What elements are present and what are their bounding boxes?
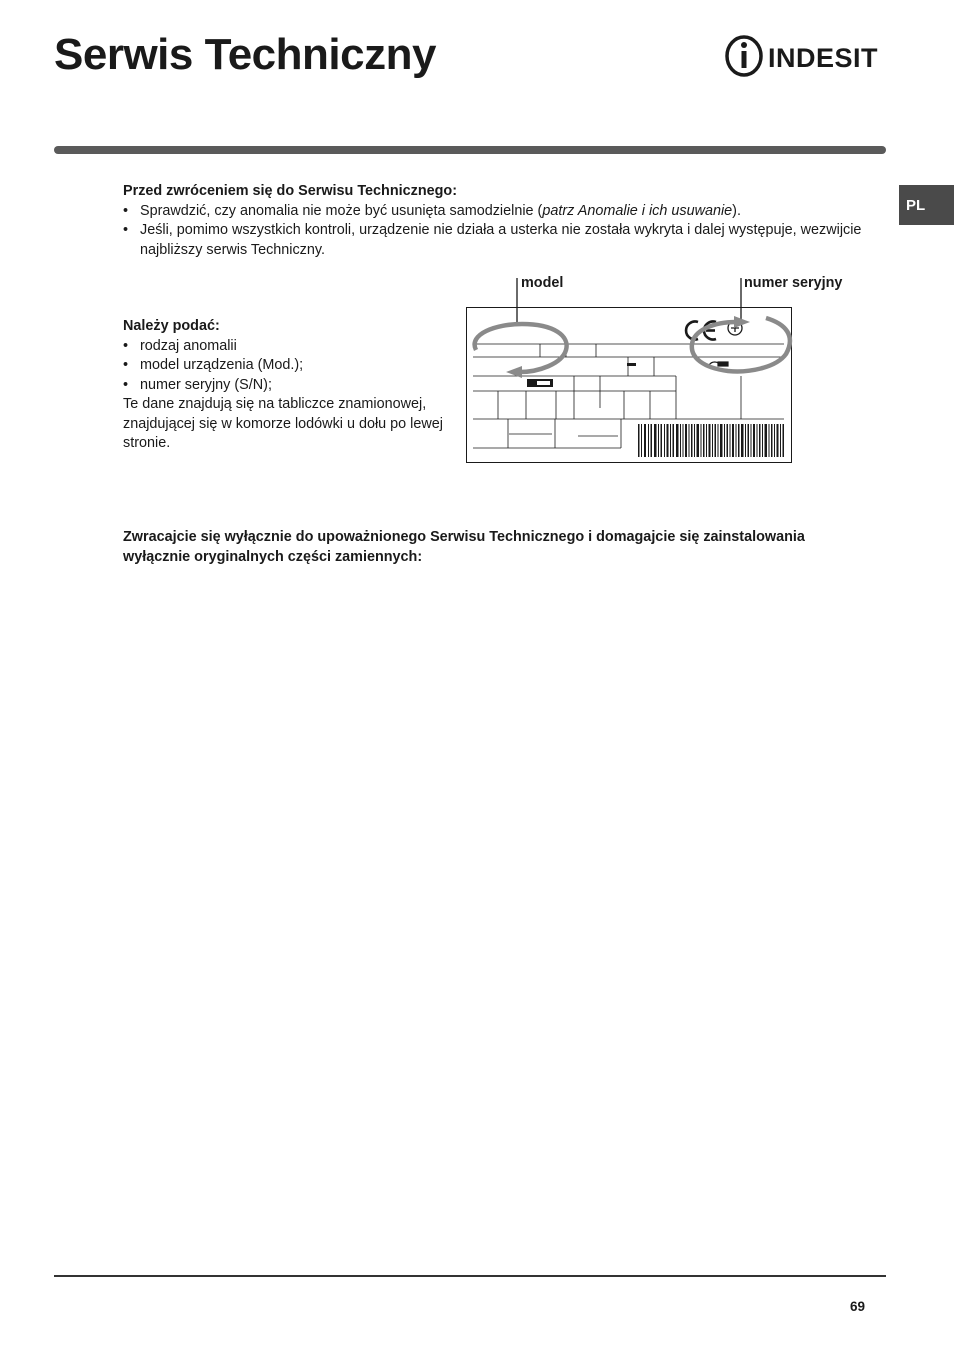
serial-number-label: numer seryjny bbox=[744, 275, 843, 291]
page-number: 69 bbox=[850, 1299, 866, 1314]
language-tab: PL bbox=[899, 185, 954, 225]
list-item: • Jeśli, pomimo wszystkich kontroli, urządzenie nie działa a usterka nie została wykryta i dalej występuje, wezwijcie najbliższy serwis Techniczny. bbox=[123, 221, 863, 260]
provide-note: Te dane znajdują się na tabliczce znamionowej, znajdującej się w komorze lodówki u dołu po lewej stronie. bbox=[123, 396, 443, 451]
list-item: • model urządzenia (Mod.); bbox=[123, 356, 458, 376]
closing-section bbox=[123, 528, 868, 567]
intro-item1-text: Sprawdzić, czy anomalia nie może być usunięta samodzielnie ( bbox=[140, 202, 543, 219]
intro-heading: Przed zwróceniem się do Serwisu Technicznego: bbox=[123, 183, 457, 199]
list-item: • numer seryjny (S/N); bbox=[123, 376, 458, 396]
indesit-logo bbox=[724, 34, 886, 78]
top-divider bbox=[54, 146, 886, 154]
logo-wordmark: INDESIT bbox=[768, 43, 879, 73]
page-title: Serwis Techniczny bbox=[54, 30, 436, 79]
list-item bbox=[123, 202, 863, 222]
intro-list bbox=[123, 202, 863, 261]
intro-item1-reference: patrz Anomalie i ich usuwanie bbox=[542, 202, 733, 219]
intro-section bbox=[123, 182, 863, 260]
provide-heading: Należy podać: bbox=[123, 318, 220, 334]
list-item: • rodzaj anomalii bbox=[123, 337, 458, 357]
closing-text: Zwracajcie się wyłącznie do upoważnionego Serwisu Technicznego i domagajcie się zainstalowania wyłącznie oryginalnych części zamiennych: bbox=[123, 529, 805, 565]
intro-item1-end: ). bbox=[732, 202, 741, 219]
bottom-divider bbox=[54, 1275, 886, 1277]
barcode-icon bbox=[638, 424, 784, 457]
model-label: model bbox=[521, 275, 564, 291]
rating-plate-diagram bbox=[466, 278, 796, 468]
provide-section bbox=[123, 317, 458, 454]
provide-list bbox=[123, 337, 458, 396]
model-highlight bbox=[475, 324, 567, 378]
